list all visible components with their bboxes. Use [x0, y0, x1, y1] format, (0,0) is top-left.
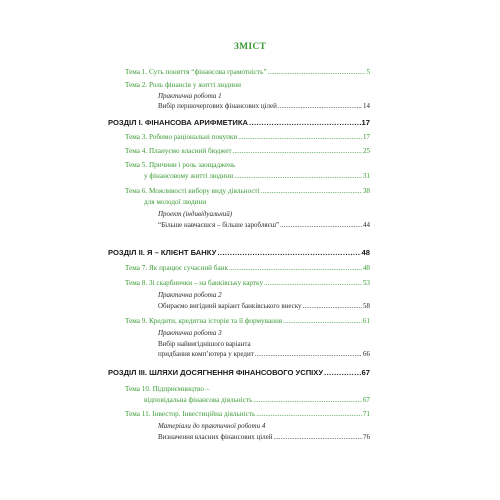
- toc-topic-entry: [125, 131, 370, 141]
- toc-entry-text: Вибір найвигіднішого варіанта: [158, 340, 251, 348]
- toc-entry-text: Визначення власних фінансових цілей: [158, 433, 273, 441]
- toc-dot-leader: [324, 368, 360, 377]
- toc-page-number: 53: [362, 279, 370, 287]
- toc-dot-leader: [303, 302, 362, 310]
- toc-page-number: 58: [363, 302, 370, 310]
- toc-entry-text: РОЗДІЛ ІІІ. ШЛЯХИ ДОСЯГНЕННЯ ФІНАНСОВОГО УСПІХУ: [108, 368, 324, 377]
- toc-sub-entry: [158, 90, 370, 100]
- toc-entry-text: Тема 11. Інвестор. Інвестиційна діяльність: [125, 410, 256, 418]
- page-title: ЗМІСТ: [233, 42, 267, 52]
- toc-dot-leader: [217, 248, 360, 257]
- toc-dot-leader: [256, 410, 362, 418]
- toc-entry-text: Тема 8. Зі скарбнички – на банківську картку: [125, 279, 264, 287]
- toc-dot-leader: [249, 118, 361, 127]
- toc-page-number: 48: [362, 264, 370, 272]
- toc-dot-leader: [283, 317, 362, 325]
- toc-sub-entry: [158, 300, 370, 310]
- toc-page-number: 14: [363, 102, 370, 110]
- toc-sub-entry: [158, 327, 370, 337]
- toc-topic-entry: [125, 277, 370, 287]
- toc-topic-entry: [125, 408, 370, 418]
- toc-entry-text: Тема 3. Робимо раціональні покупки: [125, 133, 238, 141]
- toc-topic-entry: [125, 159, 370, 169]
- toc-entry-text: Тема 1. Суть поняття “фінансова грамотність”: [125, 68, 267, 76]
- toc-topic-entry: [125, 145, 370, 155]
- toc-entry-text: Тема 4. Плануємо власний бюджет: [125, 147, 232, 155]
- toc-page-number: 5: [366, 68, 370, 76]
- toc-sub-entry: [158, 338, 370, 348]
- toc-entry-text: Практична робота 2: [158, 291, 222, 299]
- toc-dot-leader: [278, 102, 362, 110]
- toc-sub-entry: [158, 100, 370, 110]
- toc-entry-text: Практична робота 1: [158, 92, 222, 100]
- toc-entry-text: Тема 7. Як працює сучасний банк: [125, 264, 228, 272]
- toc-dot-leader: [229, 264, 362, 272]
- toc-entry-text: “Більше навчаєшся – більше заробляєш”: [158, 221, 280, 229]
- toc-dot-leader: [255, 350, 362, 358]
- toc-entry-text: РОЗДІЛ ІІ. Я – КЛІЄНТ БАНКУ: [108, 248, 217, 257]
- toc-topic-entry: [144, 196, 370, 206]
- toc-topic-entry: [125, 79, 370, 89]
- toc-entry-text: Тема 2. Роль фінансів у житті людини: [125, 81, 241, 89]
- toc-page-number: 38: [362, 187, 370, 195]
- toc-dot-leader: [253, 396, 361, 404]
- toc-entry-text: для молодої людини: [144, 198, 207, 206]
- toc-dot-leader: [268, 68, 366, 76]
- toc-sub-entry: [158, 420, 370, 430]
- toc-page-number: 71: [362, 410, 370, 418]
- toc-topic-entry: [125, 315, 370, 325]
- toc-sub-entry: [158, 219, 370, 229]
- toc-entry-text: Вибір першочергових фінансових цілей: [158, 102, 277, 110]
- toc-topic-entry: [144, 394, 370, 404]
- toc-sub-entry: [158, 348, 370, 358]
- toc-dot-leader: [264, 279, 362, 287]
- toc-page-number: 67: [362, 396, 370, 404]
- toc-dot-leader: [274, 433, 362, 441]
- toc-page-number: 61: [362, 317, 370, 325]
- toc-entry-text: Проект (індивідуальний): [158, 210, 233, 218]
- toc-topic-entry: [125, 383, 370, 393]
- toc-section-entry: [108, 247, 370, 257]
- toc-page-number: 25: [362, 147, 370, 155]
- toc-page-number: 44: [363, 221, 370, 229]
- toc-page-number: 48: [361, 248, 370, 257]
- toc-sub-entry: [158, 208, 370, 218]
- toc-page-number: 76: [363, 433, 370, 441]
- toc-entry-text: Тема 9. Кредити, кредитна історія та її формування: [125, 317, 283, 325]
- toc-dot-leader: [280, 221, 362, 229]
- toc-page-number: 17: [362, 133, 370, 141]
- toc-section-entry: [108, 117, 370, 127]
- toc-entry-text: Матеріали до практичної роботи 4: [158, 422, 266, 430]
- toc-entry-text: у фінансовому житті людини: [144, 172, 234, 180]
- toc-dot-leader: [234, 172, 362, 180]
- toc-page-number: 66: [363, 350, 370, 358]
- toc-topic-entry: [125, 262, 370, 272]
- toc-entry-text: відповідальна фінансова діяльність: [144, 396, 253, 404]
- toc-entry-text: РОЗДІЛ І. ФІНАНСОВА АРИФМЕТИКА: [108, 118, 248, 127]
- toc-topic-entry: [144, 170, 370, 180]
- toc-dot-leader: [238, 133, 362, 141]
- toc-entry-text: Тема 6. Можливості вибору виду діяльності: [125, 187, 260, 195]
- toc-topic-entry: [125, 66, 370, 76]
- toc-dot-leader: [233, 147, 362, 155]
- toc-topic-entry: [125, 185, 370, 195]
- toc-page-number: 67: [361, 368, 370, 377]
- toc-entry-text: Тема 5. Причини і роль заощаджень: [125, 161, 236, 169]
- toc-page-number: 17: [361, 118, 370, 127]
- toc-entry-text: Практична робота 3: [158, 329, 222, 337]
- toc-sub-entry: [158, 431, 370, 441]
- toc-sub-entry: [158, 289, 370, 299]
- toc-entry-text: Обираємо вигідний варіант банківського внеску: [158, 302, 302, 310]
- toc-section-entry: [108, 367, 370, 377]
- toc-entry-text: придбання комп’ютера у кредит: [158, 350, 254, 358]
- toc-entry-text: Тема 10. Підприємництво –: [125, 385, 210, 393]
- toc-page-number: 31: [362, 172, 370, 180]
- toc-dot-leader: [261, 187, 362, 195]
